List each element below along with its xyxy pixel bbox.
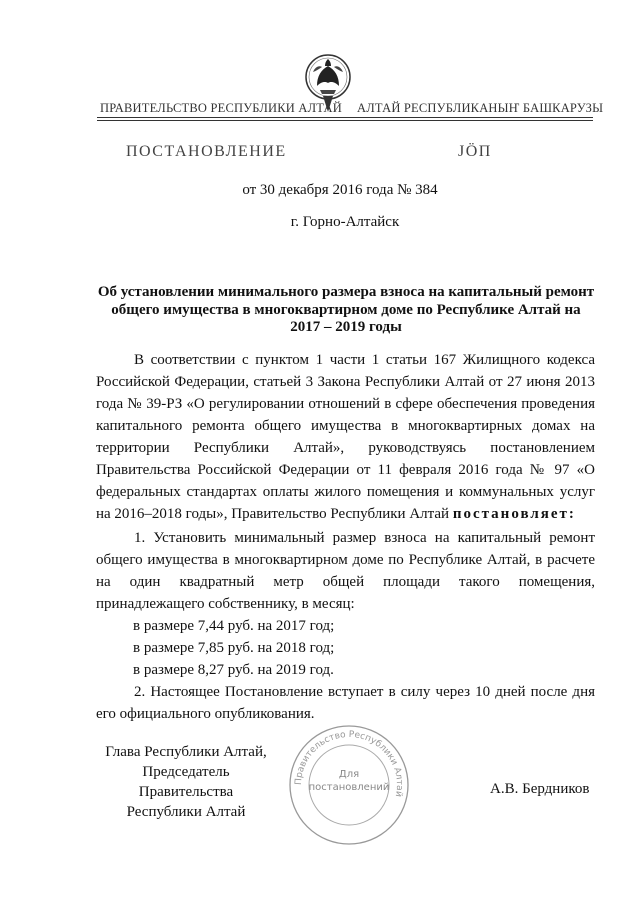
rate-2017: в размере 7,44 руб. на 2017 год; [133, 618, 335, 634]
decree-title [96, 284, 596, 337]
text-line: принадлежащего собственнику, в месяц: [96, 596, 355, 612]
text-line: Российской Федерации, статьей 3 Закона Республики Алтай от 27 июня 2013 [96, 374, 595, 390]
item-2-line: его официального опубликования. [96, 706, 315, 722]
rate-2018: в размере 7,85 руб. на 2018 год; [133, 640, 335, 656]
title-line: Об установлении минимального размера взноса на капитальный ремонт [97, 284, 595, 300]
decree-city: г. Горно-Алтайск [290, 214, 400, 230]
signatory-name: А.В. Бердников [490, 781, 590, 797]
text-line: Правительства Российской Федерации от 11 февраля 2016 года № 97 «О [96, 462, 595, 478]
text-line: общего имущества в многоквартирном доме по Республике Алтай, в расчете [96, 552, 595, 568]
text-line-part: на 2016–2018 годы», Правительство Республики Алтай [96, 506, 450, 522]
signatory-title-line: Республики Алтай [126, 804, 246, 820]
text-line: территории Республики Алтай», руководствуясь постановлением [96, 440, 595, 456]
item-2-line: 2. Настоящее Постановление вступает в силу через 10 дней после дня [134, 684, 595, 700]
text-line [96, 503, 595, 525]
rate-2019: в размере 8,27 руб. на 2019 год. [133, 662, 334, 678]
text-line: на один квадратный метр общей площади такого помещения, [96, 574, 595, 590]
stamp-center-text: постановлений [308, 782, 390, 793]
text-line: В соответствии с пунктом 1 части 1 статьи 167 Жилищного кодекса [134, 352, 595, 368]
signatory-title-line: Председатель Правительства [138, 764, 234, 800]
signatory-title-line: Глава Республики Алтай, [105, 744, 267, 760]
preamble-paragraph [96, 349, 595, 525]
decree-date-number: от 30 декабря 2016 года № 384 [242, 182, 438, 198]
doc-kind-ru: ПОСТАНОВЛЕНИЕ [126, 143, 287, 160]
text-line: капитального ремонта общего имущества в многоквартирных домах на [96, 418, 595, 434]
item-1-paragraph [96, 527, 595, 725]
title-line: общего имущества в многоквартирном доме по Республике Алтай на [111, 301, 581, 318]
doc-kind-alt: JӦП [458, 143, 492, 160]
stamp-center-text: Для [338, 769, 360, 780]
government-name-alt: АЛТАЙ РЕСПУБЛИКАНЫҤ БАШКАРУЗЫ [357, 101, 604, 115]
text-line: федеральных стандартах оплаты жилого помещения и коммунальных услуг [96, 484, 595, 500]
stamp-ring-text: Правительство Республики Алтай [293, 729, 405, 798]
title-line: 2017 – 2019 годы [290, 319, 402, 335]
text-line: 1. Установить минимальный размер взноса на капитальный ремонт [134, 530, 595, 546]
signatory-title [96, 742, 276, 822]
text-line: года № 39-РЗ «О регулировании отношений в сфере обеспечения проведения [96, 396, 595, 412]
government-name-ru: ПРАВИТЕЛЬСТВО РЕСПУБЛИКИ АЛТАЙ [100, 101, 342, 115]
decree-word: постановляет: [452, 506, 576, 522]
header-divider [97, 117, 593, 121]
